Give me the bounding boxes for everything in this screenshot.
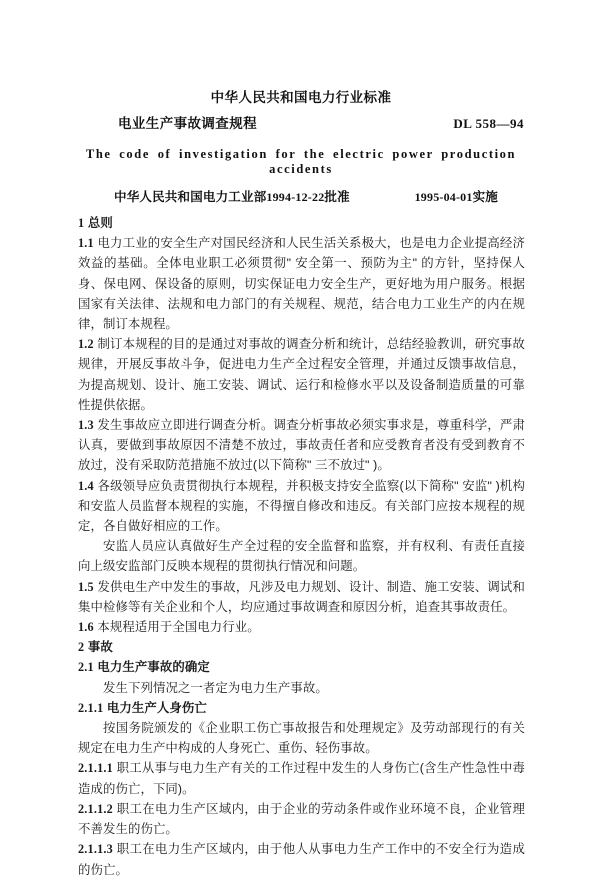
approval-verb: 批准 — [324, 190, 350, 204]
document-body — [78, 213, 525, 880]
section-paragraph — [78, 415, 525, 476]
section-number: 2.1.1.2 — [78, 801, 113, 816]
section-paragraph — [78, 839, 525, 879]
section-text: 发生下列情况之一者定为电力生产事故。 — [103, 680, 328, 695]
section-paragraph — [78, 718, 525, 758]
section-paragraph — [78, 657, 525, 677]
section-paragraph — [78, 698, 525, 718]
section-paragraph — [78, 577, 525, 617]
section-text: 按国务院颁发的《企业职工伤亡事故报告和处理规定》及劳动部现行的有关规定在电力生产中构成的人身死亡、重伤、轻伤事故。 — [78, 721, 525, 756]
standard-code: DL 558—94 — [453, 116, 524, 131]
section-text: 职工在电力生产区域内，由于他人从事电力生产工作中的不安全行为造成的伤亡。 — [78, 842, 526, 877]
section-text: 发生事故应立即进行调查分析。调查分析事故必须实事求是，尊重科学，严肃认真，要做到事故原因不清楚不放过，事故责任者和应受教育者没有受到教育不放过，没有采取防范措施不放过(以下简称" 三不放过" )。 — [78, 418, 526, 473]
section-paragraph — [78, 617, 525, 637]
section-number: 1.5 — [78, 579, 94, 594]
document-title: 电业生产事故调查规程 — [118, 116, 257, 131]
section-paragraph — [78, 233, 525, 334]
section-number: 1.6 — [78, 620, 94, 635]
section-number: 2.1.1.1 — [78, 761, 113, 776]
section-paragraph — [78, 678, 525, 698]
english-title: The code of investigation for the electric power production accidents — [85, 147, 517, 176]
section-paragraph — [78, 637, 525, 657]
implementation-verb: 实施 — [472, 190, 498, 204]
implementation-date: 1995-04-01 — [414, 190, 473, 204]
document-header — [78, 88, 524, 134]
section-paragraph — [78, 758, 525, 798]
approval-date: 1994-12-22 — [266, 190, 325, 204]
section-text: 安监人员应认真做好生产全过程的安全监督和监察，并有权利、有责任直接向上级安监部门反映本规程的贯彻执行情况和问题。 — [78, 539, 525, 574]
section-text: 职工在电力生产区域内，由于企业的劳动条件或作业环境不良，企业管理不善发生的伤亡。 — [78, 801, 526, 837]
section-paragraph — [78, 476, 525, 537]
section-paragraph — [78, 334, 525, 415]
section-number: 2 — [78, 640, 85, 655]
section-number: 2.1.1.3 — [78, 842, 113, 857]
approval-authority — [114, 187, 350, 205]
section-number: 1 — [78, 216, 85, 230]
section-text: 各级领导应负责贯彻执行本规程，并积极支持安全监察(以下简称" 安监" )机构和安监人员监督本规程的实施，不得擅自修改和违反。有关部门应按本规程的规定，各自做好相应的工作。 — [78, 478, 525, 534]
section-title: 事故 — [87, 640, 113, 655]
section-paragraph — [78, 536, 525, 576]
section-text: 制订本规程的目的是通过对事故的调查分析和统计，总结经验教训，研究事故规律，开展反事故斗争，促进电力生产全过程安全管理，并通过反馈事故信息，为提高规划、设计、施工安装、调试、运行和检修水平以及设备制造质量的可靠性提供依据。 — [78, 337, 526, 412]
section-paragraph — [78, 799, 525, 839]
section-text: 职工从事与电力生产有关的工作过程中发生的人身伤亡(含生产性急性中毒造成的伤亡，下同)。 — [78, 761, 525, 796]
section-text: 电力工业的安全生产对国民经济和人民生活关系极大，也是电力企业提高经济效益的基础。全体电业职工必须贯彻" 安全第一、预防为主" 的方针，坚持保人身、保电网、保设备的原则，切实保证电力安全生产，更好地为用户服务。根据国家有关法律、法规和电力部门的有关规程、规范，结合电力工业生产的内在规律，制订本规程。 — [78, 236, 526, 332]
approval-row — [78, 187, 524, 205]
section-text: 发供电生产中发生的事故，凡涉及电力规划、设计、制造、施工安装、调试和集中检修等有关企业和个人，均应通过事故调查和原因分析，追查其事故责任。 — [78, 579, 526, 614]
section-title: 电力生产事故的确定 — [97, 660, 210, 675]
approval-authority-name: 中华人民共和国电力工业部 — [114, 190, 267, 204]
section-text: 本规程适用于全国电力行业。 — [97, 620, 260, 635]
section-number: 2.1.1 — [78, 700, 104, 715]
title-row — [78, 114, 524, 134]
section-number: 2.1 — [78, 660, 94, 675]
section-paragraph — [78, 213, 525, 233]
implementation-info — [415, 187, 498, 205]
section-number: 1.3 — [78, 418, 94, 433]
standard-org-title: 中华人民共和国电力行业标准 — [210, 90, 392, 105]
section-number: 1.1 — [78, 236, 94, 251]
section-title: 总则 — [87, 216, 113, 230]
section-number: 1.4 — [78, 478, 94, 493]
section-title: 电力生产人身伤亡 — [106, 700, 207, 715]
section-number: 1.2 — [78, 337, 94, 352]
